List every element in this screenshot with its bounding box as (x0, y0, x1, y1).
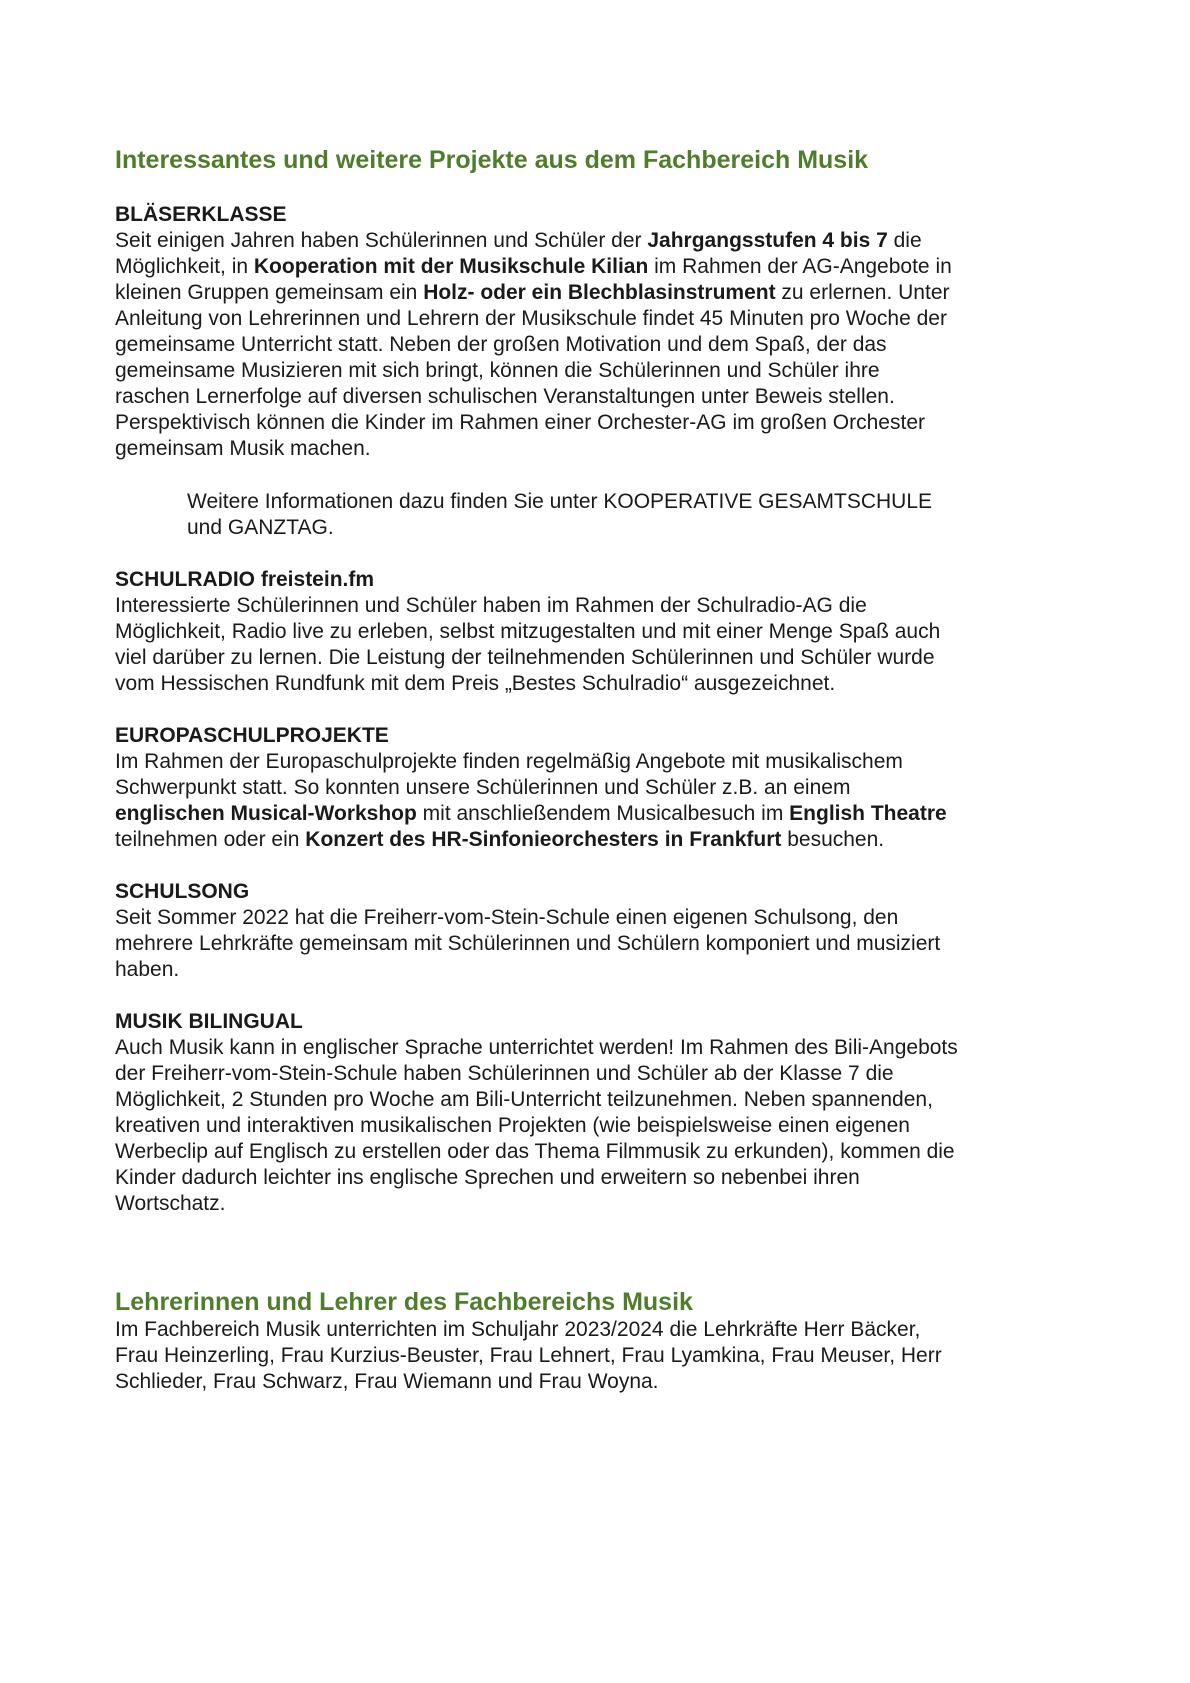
text-line (115, 1369, 1095, 1395)
text-line (115, 1317, 1095, 1343)
text-line (115, 306, 1095, 332)
text-line (115, 931, 1095, 957)
bold-text: Kooperation mit der Musikschule Kilian (253, 255, 649, 278)
text: zu erlernen. Unter (775, 281, 950, 304)
text-line (115, 410, 1095, 436)
text: teilnehmen oder ein (115, 828, 306, 851)
text-line (187, 489, 1095, 515)
section-heading: BLÄSERKLASSE (115, 203, 287, 226)
text: kleinen Gruppen gemeinsam ein (115, 281, 424, 304)
bold-text: Konzert des HR-Sinfonieorchesters in Frankfurt (305, 828, 782, 851)
text-line (115, 228, 1095, 254)
text-line (115, 957, 1095, 983)
document-page (115, 145, 1095, 1395)
text: viel darüber zu lernen. Die Leistung der teilnehmenden Schülerinnen und Schüler wurde (115, 646, 935, 669)
text-line (115, 280, 1095, 306)
text: Möglichkeit, 2 Stunden pro Woche am Bili-Unterricht teilzunehmen. Neben spannenden, (115, 1088, 933, 1111)
text: mehrere Lehrkräfte gemeinsam mit Schülerinnen und Schülern komponiert und musiziert (115, 932, 941, 955)
text-line (115, 1113, 1095, 1139)
section (115, 879, 1095, 983)
text: im Rahmen der AG-Angebote in (648, 255, 952, 278)
text-line (115, 619, 1095, 645)
section-heading: MUSIK BILINGUAL (115, 1010, 303, 1033)
text-line (115, 775, 1095, 801)
text-line (115, 1191, 1095, 1217)
text: Seit Sommer 2022 hat die Freiherr-vom-Stein-Schule einen eigenen Schulsong, den (115, 906, 899, 929)
text-line (115, 384, 1095, 410)
section (115, 567, 1095, 697)
section-heading: SCHULSONG (115, 880, 250, 903)
section (115, 1009, 1095, 1217)
text-line (115, 1061, 1095, 1087)
section-heading: SCHULRADIO freistein.fm (115, 568, 375, 591)
text-line (115, 1139, 1095, 1165)
text-line (115, 254, 1095, 280)
text: gemeinsame Unterricht statt. Neben der großen Motivation und dem Spaß, der das (115, 333, 887, 356)
text: Im Fachbereich Musik unterrichten im Schuljahr 2023/2024 die Lehrkräfte Herr Bäcker, (115, 1318, 921, 1341)
text: der Freiherr-vom-Stein-Schule haben Schülerinnen und Schüler ab der Klasse 7 die (115, 1062, 894, 1085)
text-line (115, 358, 1095, 384)
section-heading: EUROPASCHULPROJEKTE (115, 724, 389, 747)
teachers-heading: Lehrerinnen und Lehrer des Fachbereichs Musik (115, 1288, 693, 1316)
text: Seit einigen Jahren haben Schülerinnen und Schüler der (115, 229, 648, 252)
text: Werbeclip auf Englisch zu erstellen oder das Thema Filmmusik zu erkunden), kommen die (115, 1140, 955, 1163)
text: kreativen und interaktiven musikalischen Projekten (wie beispielsweise einen eigenen (115, 1114, 910, 1137)
project-sections (115, 202, 1095, 1217)
info-note (115, 489, 1095, 541)
text: Im Rahmen der Europaschulprojekte finden regelmäßig Angebote mit musikalischem (115, 750, 903, 773)
text-line (115, 436, 1095, 462)
bold-text: Jahrgangsstufen 4 bis 7 (647, 229, 888, 252)
bold-text: English Theatre (789, 802, 947, 825)
text-line (115, 1035, 1095, 1061)
text: besuchen. (781, 828, 885, 851)
text: Interessierte Schülerinnen und Schüler haben im Rahmen der Schulradio-AG die (115, 594, 867, 617)
text: die (887, 229, 922, 252)
text: Auch Musik kann in englischer Sprache unterrichtet werden! Im Rahmen des Bili-Angebots (115, 1036, 958, 1059)
text-line (115, 749, 1095, 775)
text: Anleitung von Lehrerinnen und Lehrern der Musikschule findet 45 Minuten pro Woche der (115, 307, 947, 330)
text: Möglichkeit, Radio live zu erleben, selbst mitzugestalten und mit einer Menge Spaß auch (115, 620, 941, 643)
text: raschen Lernerfolge auf diversen schulischen Veranstaltungen unter Beweis stellen. (115, 385, 895, 408)
text: haben. (115, 958, 180, 981)
text: gemeinsame Musizieren mit sich bringt, können die Schülerinnen und Schüler ihre (115, 359, 880, 382)
text-line (115, 1165, 1095, 1191)
text: mit anschließendem Musicalbesuch im (416, 802, 790, 825)
text-line (115, 905, 1095, 931)
text-line (115, 645, 1095, 671)
text: und GANZTAG. (187, 516, 334, 539)
text-line (115, 1343, 1095, 1369)
text: Schwerpunkt statt. So konnten unsere Schülerinnen und Schüler z.B. an einem (115, 776, 851, 799)
text-line (115, 671, 1095, 697)
section (115, 723, 1095, 853)
text-line (115, 801, 1095, 827)
text-line (115, 827, 1095, 853)
bold-text: Holz- oder ein Blechblasinstrument (423, 281, 776, 304)
text: Wortschatz. (115, 1192, 226, 1215)
text: Kinder dadurch leichter ins englische Sprechen und erweitern so nebenbei ihren (115, 1166, 860, 1189)
page-title: Interessantes und weitere Projekte aus dem Fachbereich Musik (115, 146, 869, 174)
text: Frau Heinzerling, Frau Kurzius-Beuster, Frau Lehnert, Frau Lyamkina, Frau Meuser, Herr (115, 1344, 942, 1367)
text: Schlieder, Frau Schwarz, Frau Wiemann und Frau Woyna. (115, 1370, 659, 1393)
text-line (115, 1087, 1095, 1113)
text-line (115, 332, 1095, 358)
text: vom Hessischen Rundfunk mit dem Preis „Bestes Schulradio“ ausgezeichnet. (115, 672, 836, 695)
text: gemeinsam Musik machen. (115, 437, 371, 460)
text: Möglichkeit, in (115, 255, 254, 278)
teachers-paragraph (115, 1317, 1095, 1395)
text-line (187, 515, 1095, 541)
text: Perspektivisch können die Kinder im Rahmen einer Orchester-AG im großen Orchester (115, 411, 925, 434)
text-line (115, 593, 1095, 619)
bold-text: englischen Musical-Workshop (115, 802, 417, 825)
section (115, 202, 1095, 541)
text: Weitere Informationen dazu finden Sie unter KOOPERATIVE GESAMTSCHULE (187, 490, 933, 513)
